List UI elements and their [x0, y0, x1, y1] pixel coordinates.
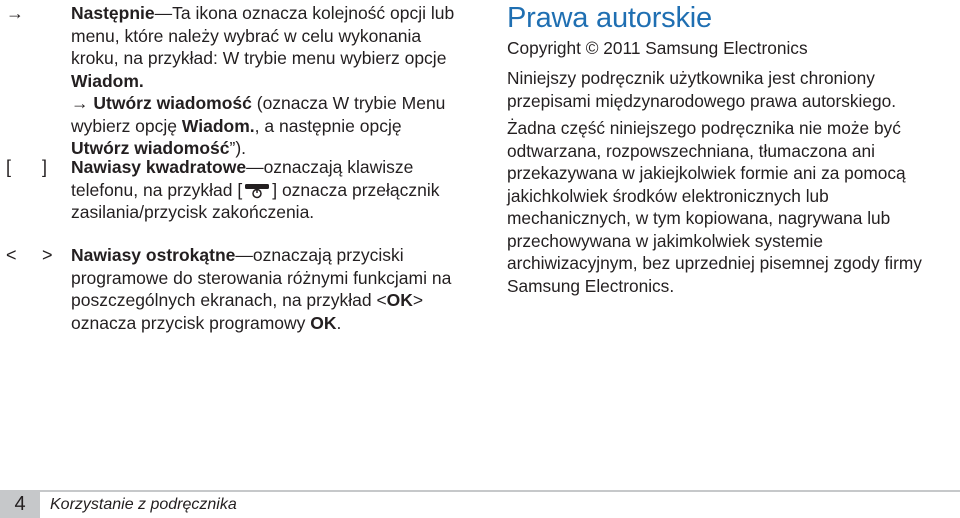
copyright-title: Prawa autorskie	[507, 2, 712, 34]
arrow-symbol: →	[6, 3, 24, 23]
copyright-line: Copyright © 2011 Samsung Electronics	[507, 38, 808, 58]
angle-entry-text: Nawiasy ostrokątne—oznaczają przyciski programowe do sterowania różnymi funkcjami na poszczególnych ekranach, na przykład <OK> oznacza przycisk programowy OK.	[71, 245, 452, 333]
power-key-icon	[244, 183, 270, 199]
term-angle: Nawiasy ostrokątne	[71, 245, 236, 265]
key-ok: OK	[386, 290, 413, 310]
page-number: 4	[0, 490, 40, 518]
brackets-entry-text: Nawiasy kwadratowe—oznaczają klawisze telefonu, na przykład [ ] oznacza przełącznik zasilania/przycisk zakończenia.	[71, 157, 440, 222]
footer-section-title: Korzystanie z podręcznika	[50, 496, 237, 513]
term-next: Następnie	[71, 3, 155, 23]
key-messages: Wiadom.	[71, 70, 144, 91]
square-brackets-symbol: [ ]	[6, 157, 48, 177]
page-footer	[0, 490, 960, 518]
angle-brackets-symbol: < >	[6, 245, 53, 265]
next-entry-text: Następnie—Ta ikona oznacza kolejność opcji lub menu, które należy wybrać w celu wykonania kroku, na przykład: W trybie menu wybierz opcje Wiadom. → Utwórz wiadomość (oznacza W trybie Menu wybierz opcję Wiadom., a następnie opcję Utwórz wiadomość”).	[71, 3, 455, 158]
copyright-para-2: Żadna część niniejszego podręcznika nie może być odtwarzana, rozpowszechniana, tłumaczona ani przekazywana w jakiejkolwiek formie ani za pomocą jakichkolwiek środków elektronicznych lub mechanicznych, w tym kopiowana, nagrywana lub przechowywana w jakimkolwiek systemie archiwizacyjnym, bez uprzedniej pisemnej zgody firmy Samsung Electronics.	[507, 118, 922, 296]
copyright-para-1: Niniejszy podręcznik użytkownika jest chroniony przepisami międzynarodowego prawa autorskiego.	[507, 68, 897, 111]
term-brackets: Nawiasy kwadratowe	[71, 157, 247, 177]
key-create-message: Utwórz wiadomość	[93, 93, 252, 113]
